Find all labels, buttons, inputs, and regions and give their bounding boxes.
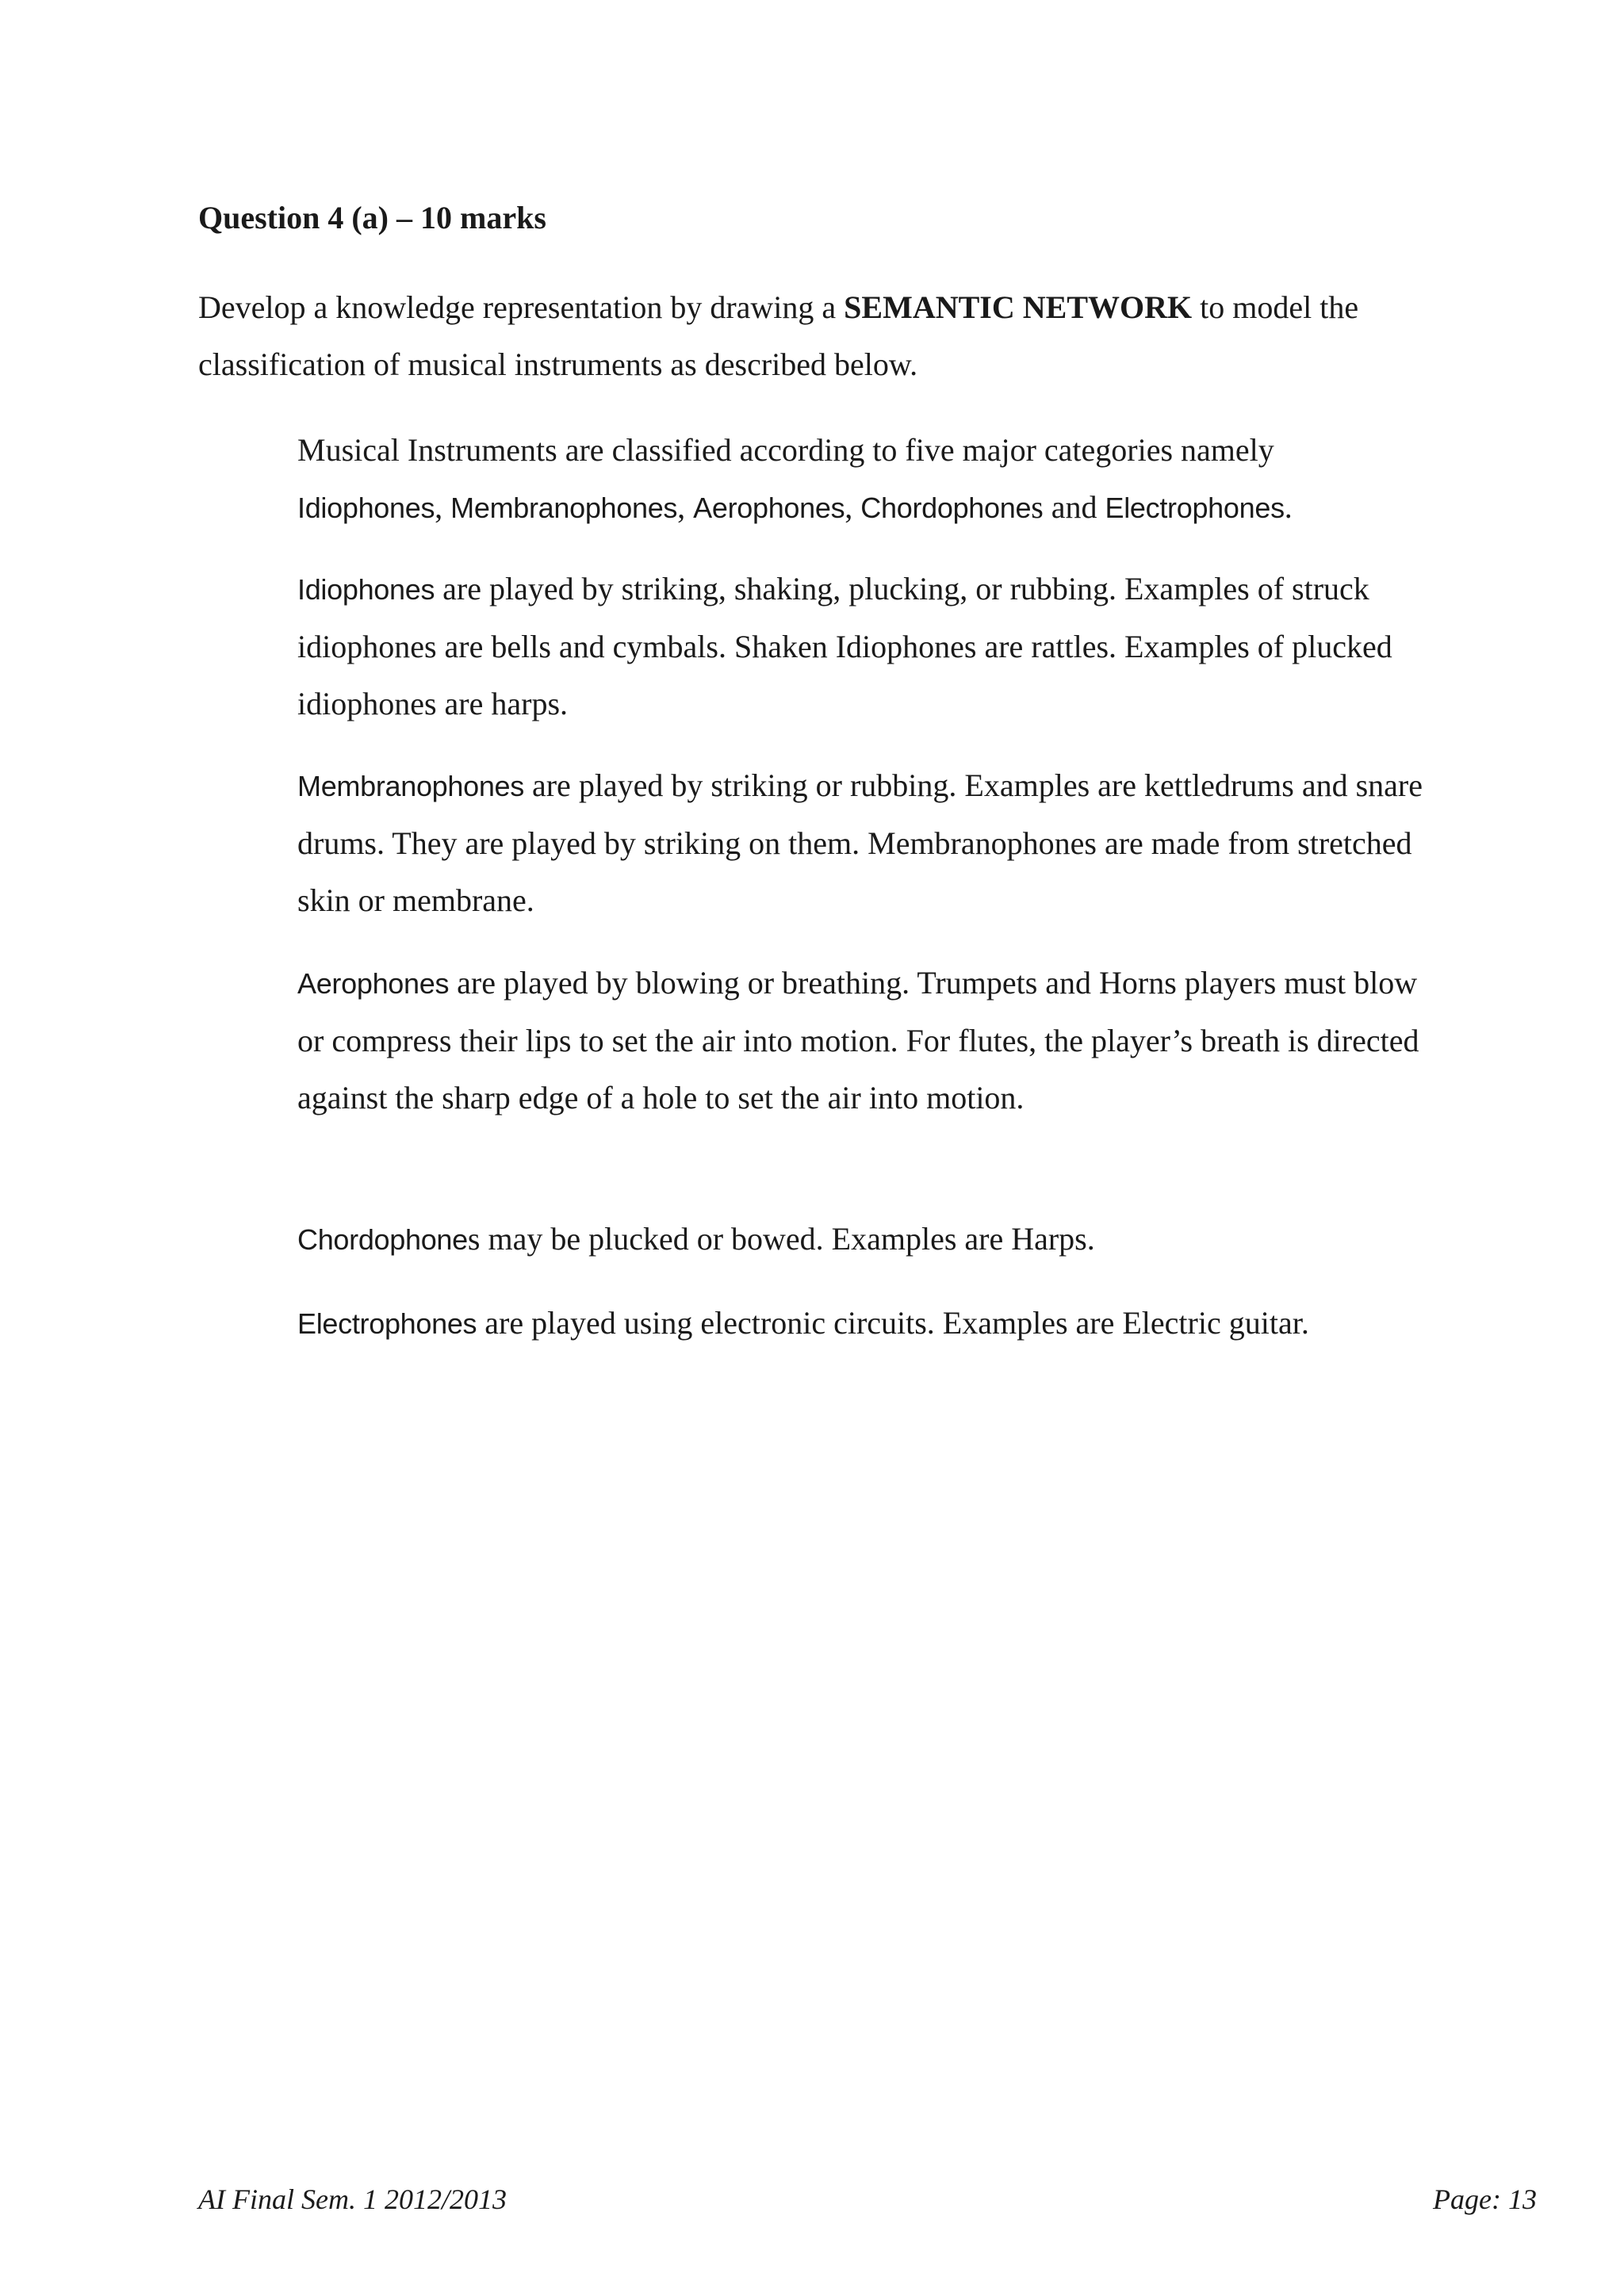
category-chordophones: Chordophone bbox=[860, 492, 1032, 524]
p2-text: are played by striking, shaking, plucking, or rubbing. Examples of struck idiophones are bells and cymbals. Shaken Idiophones are rattles. Examples of plucked idiophones are harps. bbox=[297, 571, 1392, 721]
category-membranophones: Membranophones bbox=[450, 492, 678, 524]
paragraph-membranophones bbox=[297, 757, 1423, 929]
p1-end: . bbox=[1284, 489, 1293, 525]
footer-course: AI Final Sem. 1 2012/2013 bbox=[198, 2183, 507, 2215]
paragraph-categories bbox=[297, 422, 1423, 537]
p1-sep4: s and bbox=[1031, 489, 1105, 525]
paragraph-chordophones bbox=[297, 1211, 1423, 1269]
paragraph-idiophones bbox=[297, 561, 1423, 733]
p5-text: s may be plucked or bowed. Examples are Harps. bbox=[467, 1221, 1095, 1257]
question-intro bbox=[198, 279, 1435, 393]
paragraph-aerophones bbox=[297, 955, 1423, 1127]
intro-text-before: Develop a knowledge representation by drawing a bbox=[198, 289, 845, 325]
intro-bold-term: SEMANTIC NETWORK bbox=[844, 289, 1193, 325]
term-electrophones: Electrophones bbox=[297, 1307, 477, 1340]
category-electrophones: Electrophones bbox=[1105, 492, 1285, 524]
p1-text: Musical Instruments are classified according to five major categories namely bbox=[297, 432, 1274, 468]
p1-sep3: , bbox=[845, 489, 861, 525]
p1-sep1: , bbox=[435, 489, 451, 525]
category-idiophones: Idiophones bbox=[297, 492, 435, 524]
term-aerophones: Aerophones bbox=[297, 967, 450, 1000]
footer-page-number: Page: 13 bbox=[1433, 2183, 1537, 2215]
intro-text-after: to model the classification of musical instruments as described below. bbox=[198, 289, 1359, 382]
p1-sep2: , bbox=[677, 489, 694, 525]
paragraph-electrophones bbox=[297, 1295, 1423, 1353]
term-membranophones: Membranophones bbox=[297, 770, 524, 802]
p6-text: are played using electronic circuits. Examples are Electric guitar. bbox=[477, 1305, 1309, 1341]
term-chordophones: Chordophone bbox=[297, 1223, 468, 1256]
term-idiophones: Idiophones bbox=[297, 573, 435, 606]
category-aerophones: Aerophones bbox=[693, 492, 845, 524]
p4-text: are played by blowing or breathing. Trumpets and Horns players must blow or compress their lips to set the air into motion. For flutes, the player’s breath is directed against the sharp edge of a hole to set the air into motion. bbox=[297, 965, 1419, 1115]
question-heading: Question 4 (a) – 10 marks bbox=[198, 200, 546, 235]
p3-text: are played by striking or rubbing. Examples are kettledrums and snare drums. They are played by striking on them. Membranophones are made from stretched skin or membrane. bbox=[297, 767, 1423, 918]
